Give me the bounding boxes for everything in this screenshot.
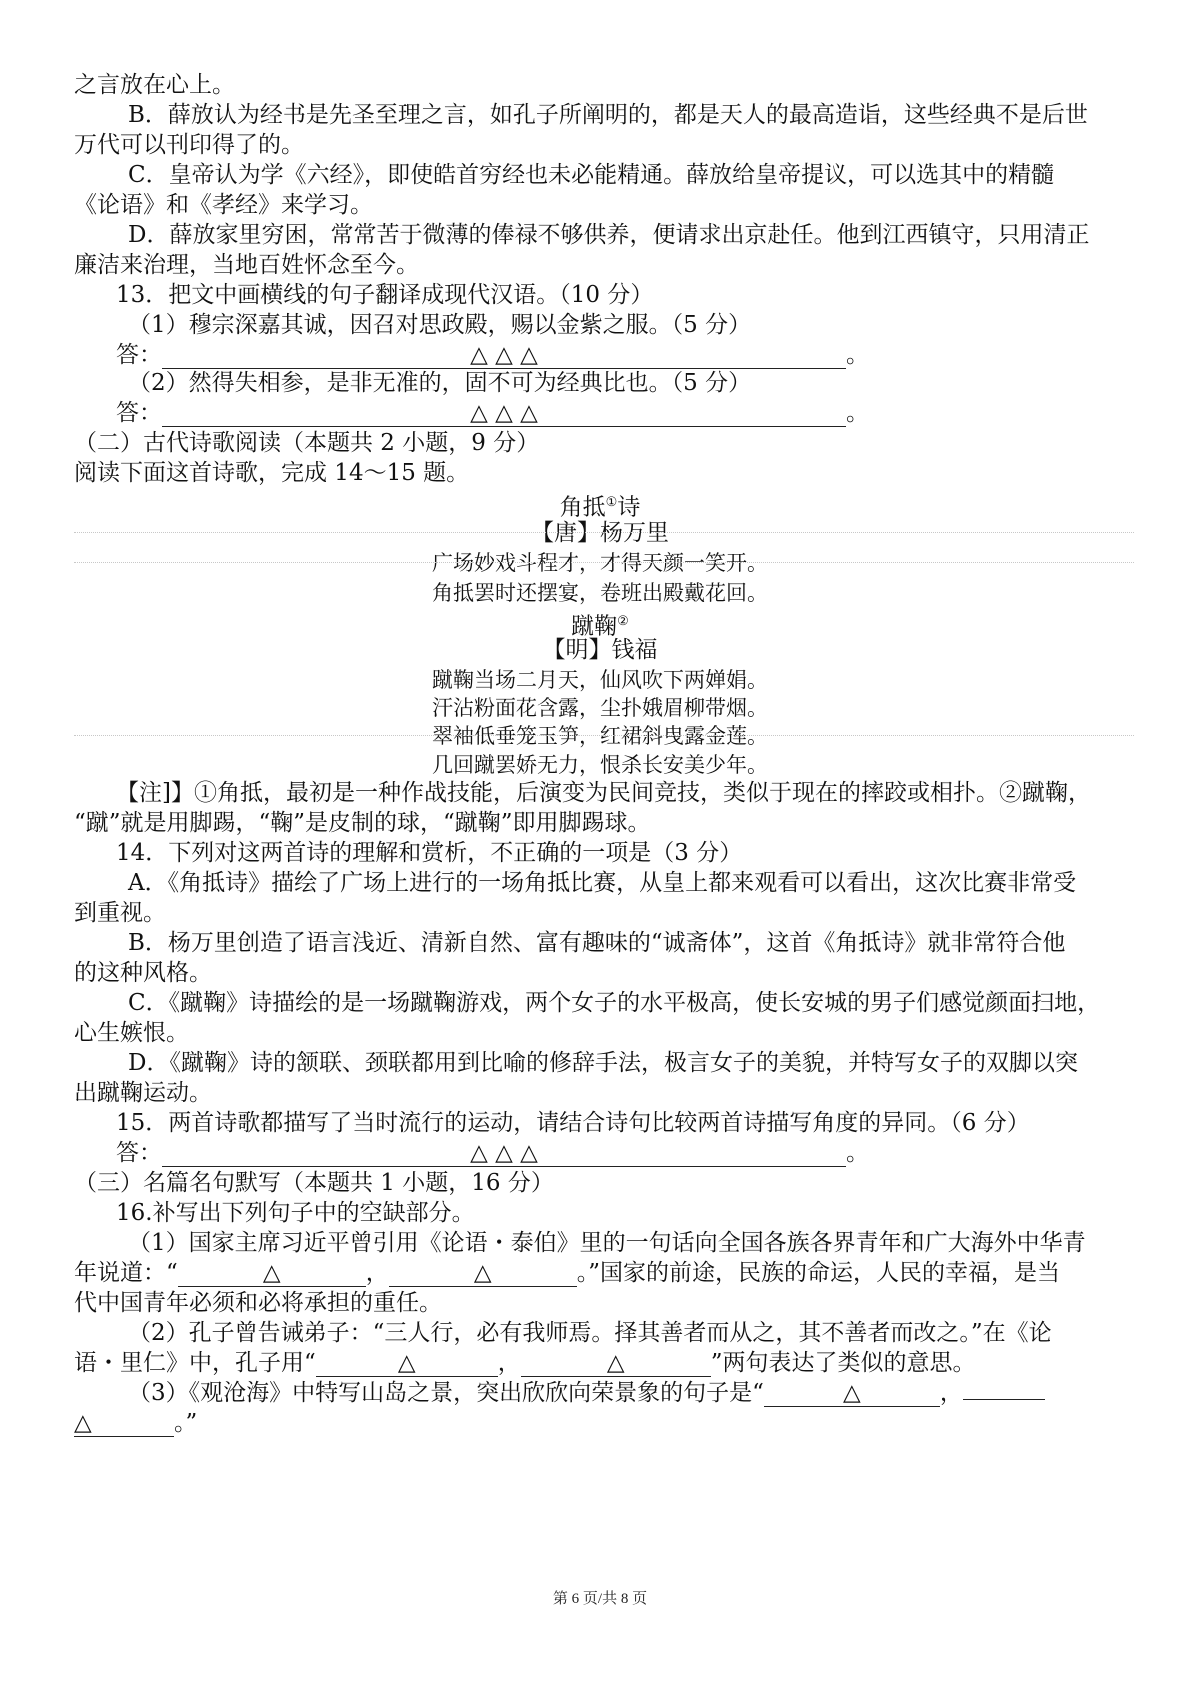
note-ref: ① (605, 495, 618, 510)
fill-blank[interactable]: △ (316, 1350, 498, 1377)
option-d-line1: D．薛放家里穷困，常常苦于微薄的俸禄不够供养，便请求出京赴任。他到江西镇守，只用清正 (128, 222, 1090, 248)
poem1-author: 【唐】杨万里 (531, 520, 669, 546)
note-line2: “蹴”就是用脚踢，“鞠”是皮制的球，“蹴鞠”即用脚踢球。 (74, 810, 651, 836)
question-15: 15．两首诗歌都描写了当时流行的运动，请结合诗句比较两首诗描写角度的异同。（6 分） (116, 1110, 1030, 1136)
q14-option-b-line2: 的这种风格。 (74, 960, 212, 986)
q14-option-a-line1: A．《角抵诗》描绘了广场上进行的一场角抵比赛，从皇上都来观看可以看出，这次比赛非常受 (128, 870, 1077, 896)
q16-1-line2 (74, 1258, 1060, 1288)
option-b-line1: B．薛放认为经书是先圣至理之言，如孔子所阐明的，都是天人的最高造诣，这些经典不是后世 (128, 102, 1088, 128)
answer-label: 答： (116, 400, 162, 426)
answer-label: 答： (116, 1140, 162, 1166)
poem2-line: 汗沾粉面花含露，尘扑娥眉柳带烟。 (432, 696, 768, 720)
option-b-line2: 万代可以刊印得了的。 (74, 132, 304, 158)
divider (74, 562, 1134, 563)
divider (74, 532, 1134, 533)
text-line: 之言放在心上。 (74, 72, 235, 98)
q16-2-line1: （2）孔子曾告诫弟子：“三人行，必有我师焉。择其善者而从之，其不善者而改之。”在《论 (128, 1320, 1052, 1346)
q16-3-line2 (74, 1408, 197, 1438)
q16-1-suffix: 。”国家的前途，民族的命运，人民的幸福，是当 (576, 1260, 1061, 1286)
q16-1-prefix: 年说道：“ (74, 1260, 178, 1286)
fill-blank[interactable]: △ (178, 1260, 366, 1287)
answer-blank[interactable]: △ △ △ (162, 1140, 846, 1167)
answer-blank[interactable]: △ △ △ (162, 342, 846, 369)
separator: ， (497, 1350, 521, 1376)
poem2-author: 【明】钱福 (542, 637, 658, 663)
q16-1-line3: 代中国青年必须和必将承担的重任。 (74, 1290, 442, 1316)
q14-option-d-line2: 出蹴鞠运动。 (74, 1080, 212, 1106)
q16-3-line1 (128, 1378, 1045, 1408)
poem1-line: 广场妙戏斗程才，才得天颜一笑开。 (432, 551, 768, 575)
q14-option-c-line2: 心生嫉恨。 (74, 1020, 189, 1046)
answer-line-13-2: 答： △ △ △ 。 (116, 400, 869, 426)
section-2-intro: 阅读下面这首诗歌，完成 14～15 题。 (74, 460, 470, 486)
option-c-line1: C．皇帝认为学《六经》，即使皓首穷经也未必能精通。薛放给皇帝提议，可以选其中的精髓 (128, 162, 1055, 188)
separator: ， (365, 1260, 389, 1286)
poem2-line: 翠袖低垂笼玉笋，红裙斜曳露金莲。 (432, 724, 768, 748)
poem1-title-suffix: 诗 (617, 494, 641, 521)
section-2-heading: （二）古代诗歌阅读（本题共 2 小题，9 分） (74, 430, 540, 456)
question-13: 13．把文中画横线的句子翻译成现代汉语。（10 分） (116, 282, 654, 308)
answer-line-13-1: 答： △ △ △ 。 (116, 342, 869, 368)
q16-3-prefix: （3）《观沧海》中特写山岛之景，突出欣欣向荣景象的句子是“ (128, 1380, 764, 1406)
poem2-line: 蹴鞠当场二月天，仙风吹下两婵娟。 (432, 668, 768, 692)
separator: ， (939, 1380, 963, 1406)
note-line1: 【注]】①角抵，最初是一种作战技能，后演变为民间竞技，类似于现在的摔跤或相扑。②蹴鞠， (116, 780, 1091, 806)
divider (74, 735, 1134, 736)
question-13-1: （1）穆宗深嘉其诚，因召对思政殿，赐以金紫之服。（5 分） (128, 312, 752, 338)
question-16: 16.补写出下列句子中的空缺部分。 (116, 1200, 475, 1226)
poem1-title-text: 角抵 (559, 494, 606, 521)
q16-2-suffix: ”两句表达了类似的意思。 (710, 1350, 976, 1376)
poem2-line: 几回蹴罢娇无力，恨杀长安美少年。 (432, 753, 768, 777)
option-d-line2: 廉洁来治理，当地百姓怀念至今。 (74, 252, 419, 278)
question-13-2: （2）然得失相参，是非无准的，固不可为经典比也。（5 分） (128, 370, 752, 396)
q16-1-line1: （1）国家主席习近平曾引用《论语・泰伯》里的一句话向全国各族各界青年和广大海外中华青 (128, 1230, 1086, 1256)
fill-blank[interactable]: △ (389, 1260, 577, 1287)
fill-blank[interactable]: △ (764, 1380, 940, 1407)
fill-blank-end[interactable]: △ (74, 1410, 174, 1437)
question-14: 14．下列对这两首诗的理解和赏析，不正确的一项是（3 分） (116, 840, 743, 866)
q14-option-c-line1: C．《蹴鞠》诗描绘的是一场蹴鞠游戏，两个女子的水平极高，使长安城的男子们感觉颜面扫地， (128, 990, 1101, 1016)
q16-2-prefix: 语・里仁》中，孔子用“ (74, 1350, 316, 1376)
poem2-title-text: 蹴鞠 (571, 613, 618, 640)
fill-blank-start[interactable] (963, 1399, 1045, 1400)
option-c-line2: 《论语》和《孝经》来学习。 (74, 192, 373, 218)
answer-line-15: 答： △ △ △ 。 (116, 1140, 869, 1166)
q16-3-suffix: 。” (174, 1410, 198, 1436)
q14-option-a-line2: 到重视。 (74, 900, 166, 926)
answer-blank[interactable]: △ △ △ (162, 400, 846, 427)
answer-label: 答： (116, 342, 162, 368)
page-footer: 第 6 页/共 8 页 (552, 1591, 648, 1607)
note-ref: ② (617, 614, 629, 629)
poem1-line: 角抵罢时还摆宴，卷班出殿戴花回。 (432, 581, 768, 605)
section-3-heading: （三）名篇名句默写（本题共 1 小题，16 分） (74, 1170, 554, 1196)
q16-2-line2 (74, 1348, 976, 1378)
q14-option-b-line1: B．杨万里创造了语言浅近、清新自然、富有趣味的“诚斋体”，这首《角抵诗》就非常符合他 (128, 930, 1066, 956)
q14-option-d-line1: D．《蹴鞠》诗的颔联、颈联都用到比喻的修辞手法，极言女子的美貌，并特写女子的双脚以突 (128, 1050, 1078, 1076)
fill-blank[interactable]: △ (521, 1350, 711, 1377)
